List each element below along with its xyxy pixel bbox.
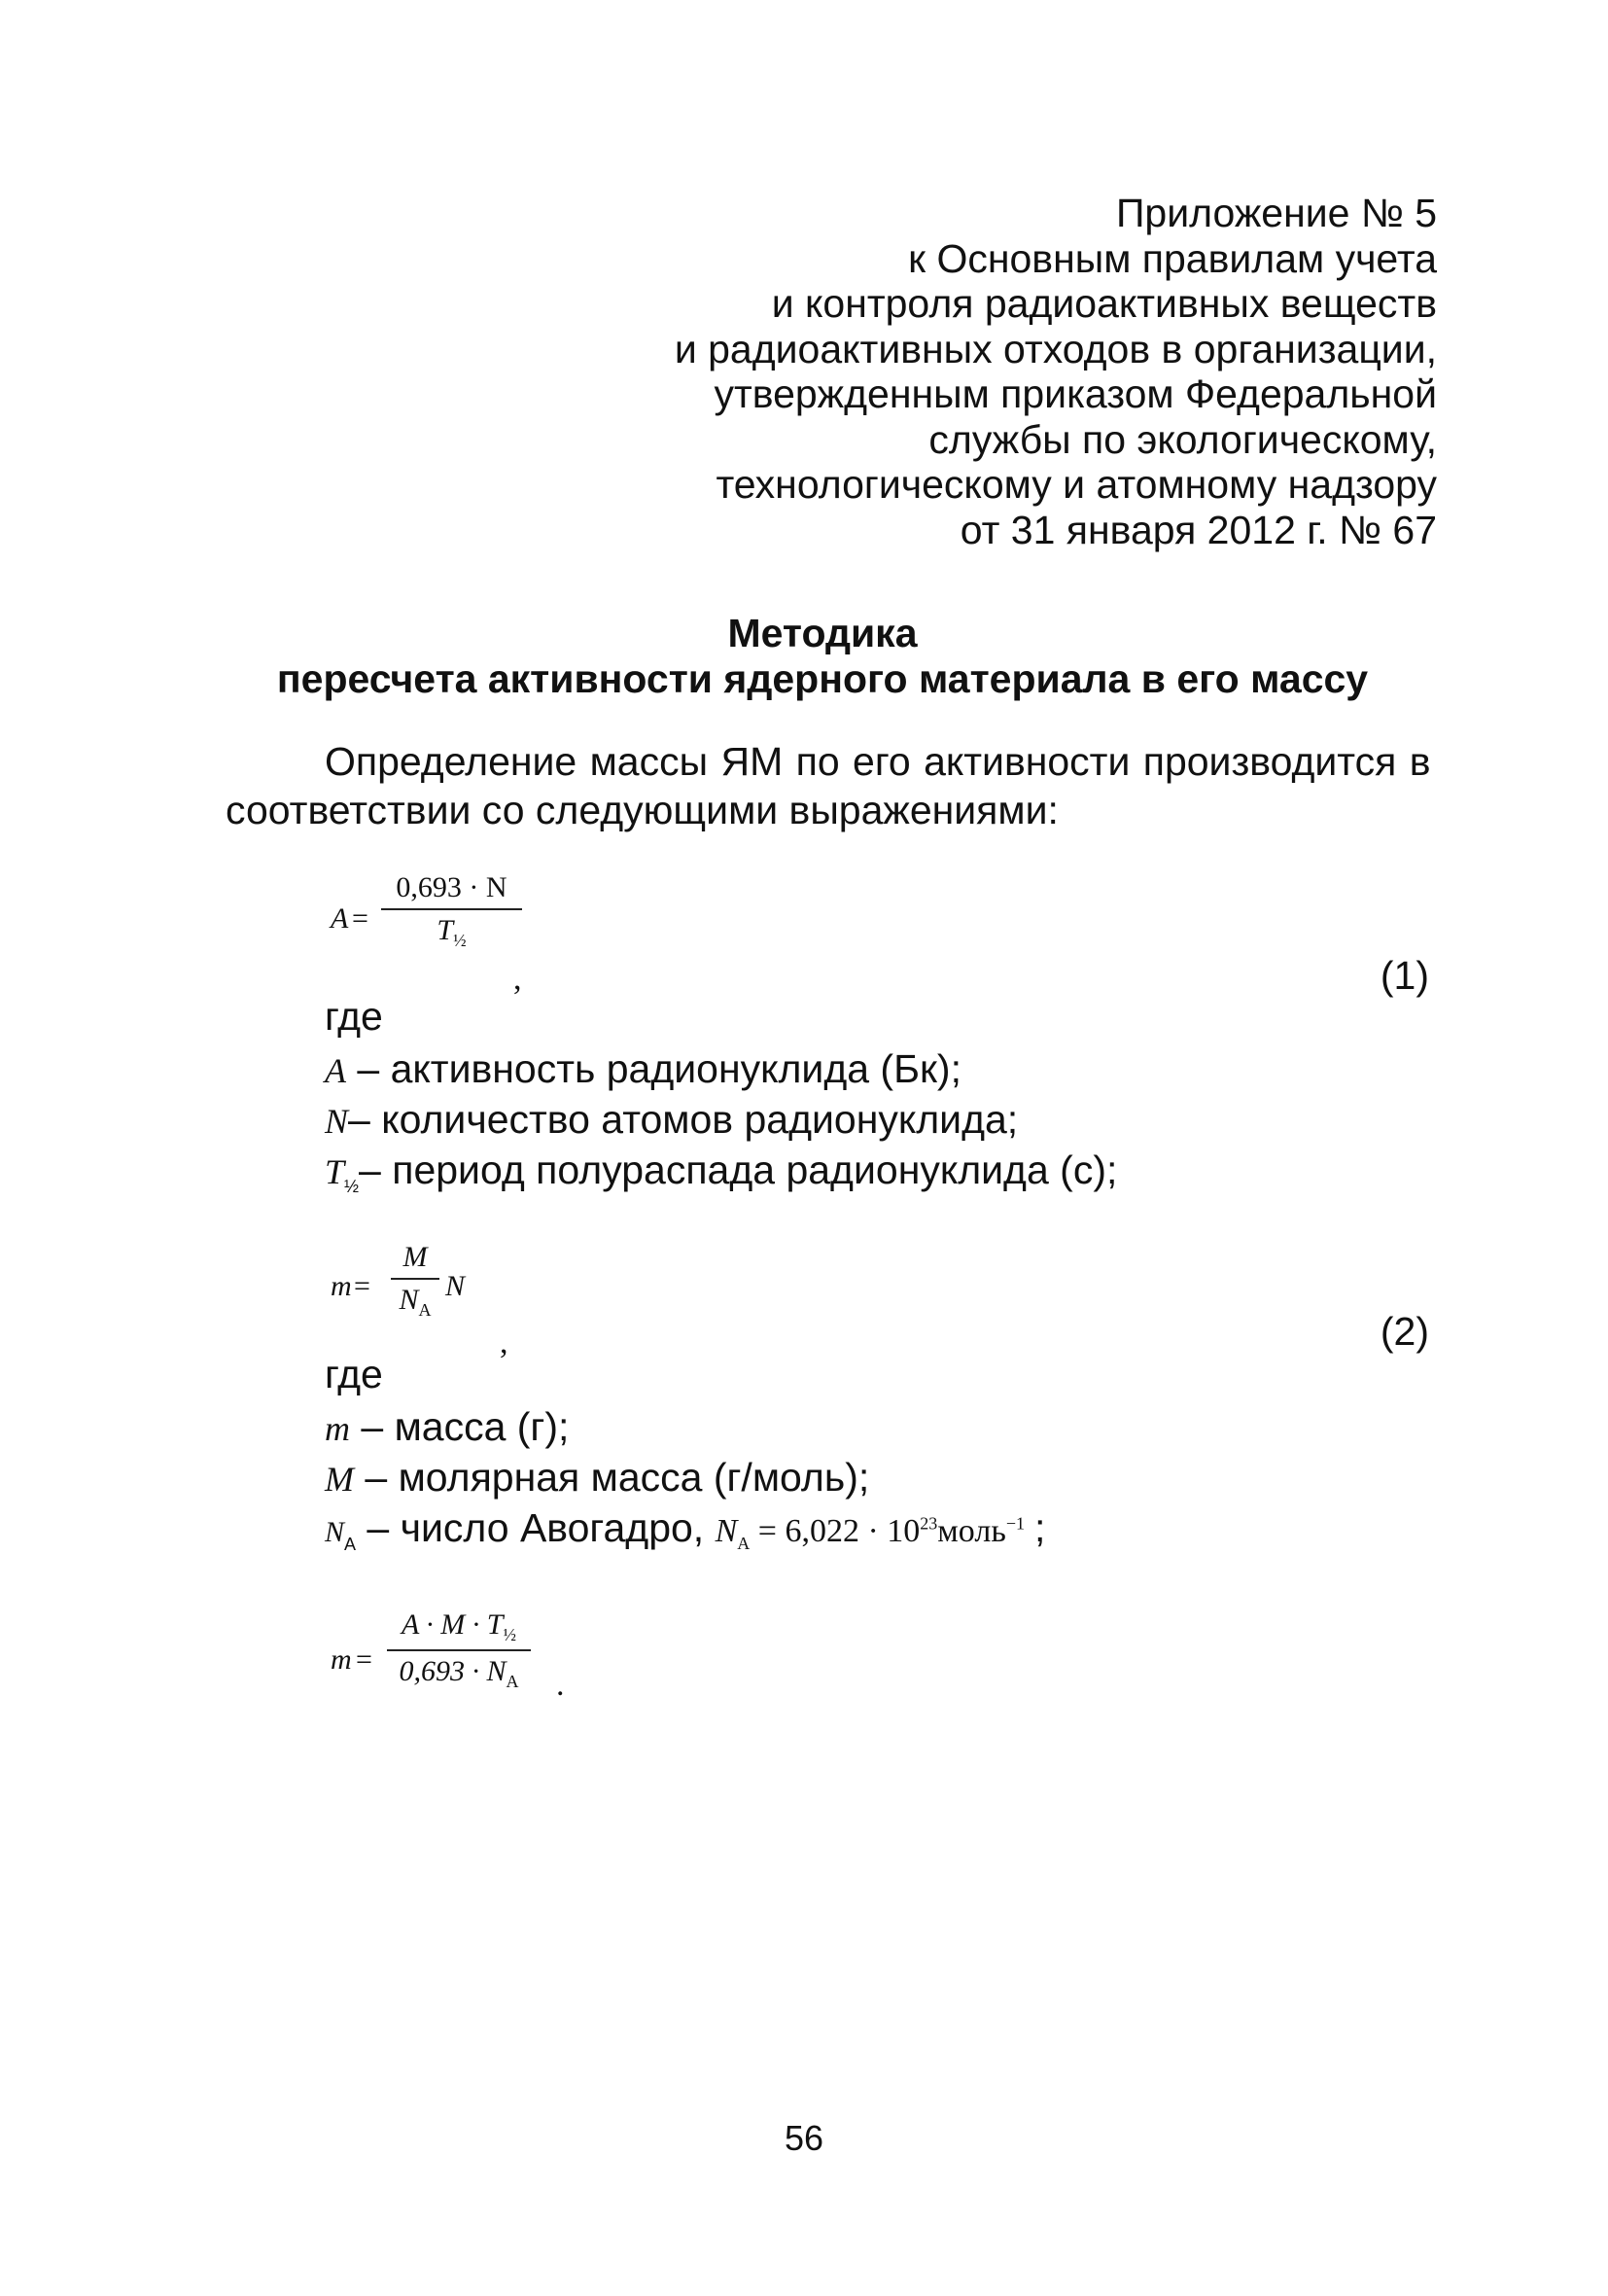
numerator-text: A · M · T [402, 1608, 504, 1641]
fraction-bar [391, 1278, 439, 1280]
formula-3-period: . [556, 1667, 565, 1703]
half-subscript: ½ [344, 1177, 360, 1197]
document-title: Методика [727, 611, 918, 655]
a-subscript: A [418, 1300, 432, 1320]
header-line: службы по экологическому, [928, 416, 1437, 462]
half-subscript: ½ [503, 1625, 516, 1644]
fraction-bar [387, 1649, 531, 1651]
header-line: к Основным правилам учета [908, 235, 1437, 281]
formula-3-numerator [387, 1608, 531, 1645]
n-symbol: N [399, 1284, 419, 1316]
n-symbol: N [715, 1513, 738, 1549]
symbol: N [325, 1516, 345, 1548]
header-line: от 31 января 2012 г. № 67 [960, 507, 1437, 552]
t-symbol: T [437, 914, 454, 946]
formula-2-lhs: m [331, 1270, 352, 1302]
a-subscript: A [506, 1672, 519, 1691]
exponent: 23 [920, 1513, 938, 1534]
symbol: m [325, 1409, 350, 1448]
formula-2-fraction [391, 1241, 439, 1321]
intro-paragraph-line: Определение массы ЯМ по его активности производится в [325, 739, 1431, 784]
formula-1-numerator: 0,693 · N [396, 871, 507, 903]
formula-3-lhs: m [331, 1643, 352, 1676]
formula-2-denominator [391, 1284, 439, 1321]
header-line: и радиоактивных отходов в организации, [674, 326, 1437, 371]
fraction-bar [381, 908, 522, 910]
semicolon: ; [1033, 1505, 1046, 1550]
formula-1-denominator [381, 914, 522, 951]
header-line: утвержденным приказом Федеральной [714, 371, 1437, 416]
definition-atoms [325, 1097, 1018, 1143]
formula-2-n: N [445, 1270, 466, 1302]
definition-text: – активность радионуклида (Бк); [346, 1046, 961, 1091]
where-label: где [325, 1352, 383, 1396]
definition-mass [325, 1404, 569, 1450]
formula-3-equals: = [356, 1643, 372, 1676]
definition-text: – количество атомов радионуклида; [348, 1097, 1019, 1142]
symbol: N [325, 1102, 349, 1141]
unit: моль [937, 1513, 1006, 1549]
equation-number-2: (2) [1380, 1309, 1429, 1354]
header-line: Приложение № 5 [1115, 191, 1437, 235]
avogadro-value [715, 1513, 1025, 1553]
symbol: T [325, 1152, 345, 1191]
definition-activity [325, 1046, 961, 1092]
formula-3-denominator [387, 1655, 531, 1692]
where-label: где [325, 994, 383, 1039]
intro-paragraph-line: соответствии со следующими выражениями: [226, 788, 1059, 832]
symbol: A [325, 1051, 346, 1090]
half-subscript: ½ [453, 931, 467, 950]
formula-2-numerator: M [402, 1241, 428, 1273]
a-subscript: A [344, 1535, 357, 1555]
formula-2-equals: = [354, 1270, 370, 1302]
page-number: 56 [784, 2118, 824, 2158]
equation-number-1: (1) [1380, 953, 1429, 998]
avogadro-number: = 6,022 · 10 [750, 1513, 921, 1549]
formula-3-fraction [387, 1608, 531, 1692]
header-line: и контроля радиоактивных веществ [771, 281, 1437, 326]
definition-text: – масса (г); [350, 1404, 570, 1449]
definition-halflife [325, 1148, 1117, 1197]
definition-avogadro [325, 1505, 1045, 1555]
document-subtitle: пересчета активности ядерного материала в его массу [276, 656, 1369, 701]
definition-text: – период полураспада радионуклида (с); [359, 1148, 1118, 1192]
unit-exponent: −1 [1005, 1513, 1025, 1534]
definition-molar-mass [325, 1455, 869, 1501]
definition-text: – молярная масса (г/моль); [354, 1455, 870, 1500]
appendix-header [562, 191, 1437, 552]
a-subscript: A [737, 1533, 751, 1553]
definition-text: – число Авогадро, [356, 1505, 716, 1550]
formula-1-comma: , [513, 961, 522, 997]
denominator-text: 0,693 · N [399, 1655, 507, 1687]
formula-1-lhs: A [331, 902, 349, 935]
formula-2-comma: , [500, 1325, 508, 1360]
formula-1-equals: = [352, 902, 368, 935]
header-line: технологическому и атомному надзору [716, 462, 1437, 507]
symbol: M [325, 1460, 354, 1499]
formula-1-fraction [381, 871, 522, 951]
